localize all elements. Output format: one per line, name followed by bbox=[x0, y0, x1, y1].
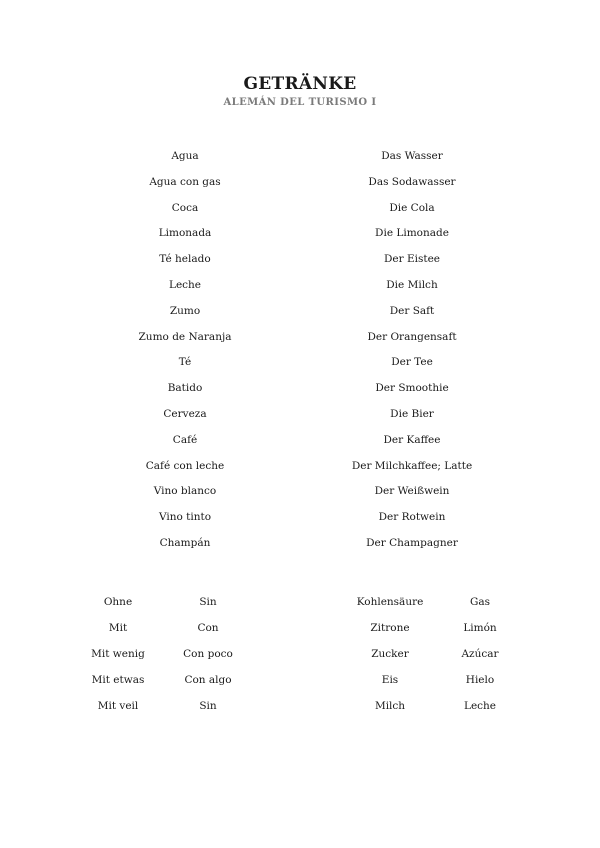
german-term: Der Milchkaffee; Latte bbox=[351, 459, 473, 472]
spanish-term: Champán bbox=[159, 536, 211, 549]
german-modifier: Ohne bbox=[103, 596, 133, 608]
german-term: Die Cola bbox=[389, 201, 435, 214]
extras-row bbox=[0, 591, 600, 617]
extras-row bbox=[0, 617, 600, 643]
german-term: Die Limonade bbox=[375, 227, 449, 240]
german-term: Der Rotwein bbox=[378, 511, 446, 524]
german-term: Die Milch bbox=[386, 278, 438, 291]
spanish-term: Zumo bbox=[169, 304, 201, 317]
german-extra: Milch bbox=[374, 700, 406, 712]
spanish-modifier: Sin bbox=[199, 596, 217, 608]
spanish-extra: Azúcar bbox=[461, 648, 499, 660]
vocab-row bbox=[0, 429, 600, 455]
german-extra: Kohlensäure bbox=[356, 596, 424, 608]
vocab-row bbox=[0, 248, 600, 274]
spanish-extra: Gas bbox=[469, 596, 491, 608]
vocab-row bbox=[0, 222, 600, 248]
vocab-row bbox=[0, 326, 600, 352]
german-modifier: Mit wenig bbox=[91, 648, 145, 660]
spanish-term: Té bbox=[178, 356, 192, 369]
vocab-row bbox=[0, 171, 600, 197]
spanish-modifier: Con poco bbox=[183, 648, 233, 660]
spanish-term: Cerveza bbox=[163, 407, 207, 420]
spanish-term: Vino blanco bbox=[153, 485, 217, 498]
spanish-term: Agua bbox=[171, 150, 199, 162]
spanish-term: Limonada bbox=[158, 227, 212, 240]
spanish-term: Batido bbox=[167, 382, 203, 395]
vocab-row bbox=[0, 197, 600, 223]
german-term: Der Kaffee bbox=[383, 433, 441, 446]
page-title: GETRÄNKE bbox=[243, 74, 357, 94]
german-extra: Zitrone bbox=[370, 622, 410, 634]
spanish-term: Zumo de Naranja bbox=[138, 330, 232, 343]
spanish-term: Café con leche bbox=[145, 459, 225, 472]
german-extra: Zucker bbox=[371, 648, 409, 660]
spanish-term: Leche bbox=[168, 278, 202, 291]
extras-row bbox=[0, 695, 600, 721]
german-modifier: Mit etwas bbox=[91, 674, 145, 686]
vocabulary-list bbox=[0, 145, 600, 558]
spanish-term: Vino tinto bbox=[158, 511, 212, 524]
spanish-term: Té helado bbox=[159, 253, 211, 266]
vocab-row bbox=[0, 274, 600, 300]
vocab-row bbox=[0, 532, 600, 558]
german-term: Das Wasser bbox=[381, 150, 443, 162]
german-term: Der Weißwein bbox=[374, 485, 450, 498]
spanish-extra: Limón bbox=[463, 622, 497, 634]
spanish-term: Coca bbox=[171, 201, 199, 214]
german-term: Die Bier bbox=[390, 407, 434, 420]
german-modifier: Mit veil bbox=[97, 700, 139, 712]
german-term: Der Orangensaft bbox=[367, 330, 457, 343]
german-extra: Eis bbox=[381, 674, 399, 686]
german-term: Der Champagner bbox=[366, 536, 458, 549]
german-term: Der Eistee bbox=[383, 253, 441, 266]
german-term: Der Tee bbox=[391, 356, 433, 369]
vocab-row bbox=[0, 351, 600, 377]
extras-row bbox=[0, 643, 600, 669]
german-modifier: Mit bbox=[108, 622, 128, 634]
page-subtitle: ALEMÁN DEL TURISMO I bbox=[223, 97, 377, 108]
vocab-row bbox=[0, 403, 600, 429]
vocab-row bbox=[0, 506, 600, 532]
spanish-modifier: Con bbox=[197, 622, 219, 634]
extras-list bbox=[0, 591, 600, 721]
extras-row bbox=[0, 669, 600, 695]
vocab-row bbox=[0, 455, 600, 481]
spanish-extra: Leche bbox=[463, 700, 497, 712]
spanish-term: Café bbox=[172, 433, 198, 446]
spanish-modifier: Con algo bbox=[184, 674, 232, 686]
german-term: Der Saft bbox=[389, 304, 435, 317]
vocab-row bbox=[0, 377, 600, 403]
vocab-row bbox=[0, 300, 600, 326]
vocab-row bbox=[0, 145, 600, 171]
spanish-term: Agua con gas bbox=[149, 175, 221, 188]
german-term: Der Smoothie bbox=[375, 382, 449, 395]
spanish-modifier: Sin bbox=[199, 700, 217, 712]
german-term: Das Sodawasser bbox=[368, 175, 456, 188]
vocab-row bbox=[0, 480, 600, 506]
spanish-extra: Hielo bbox=[465, 674, 495, 686]
